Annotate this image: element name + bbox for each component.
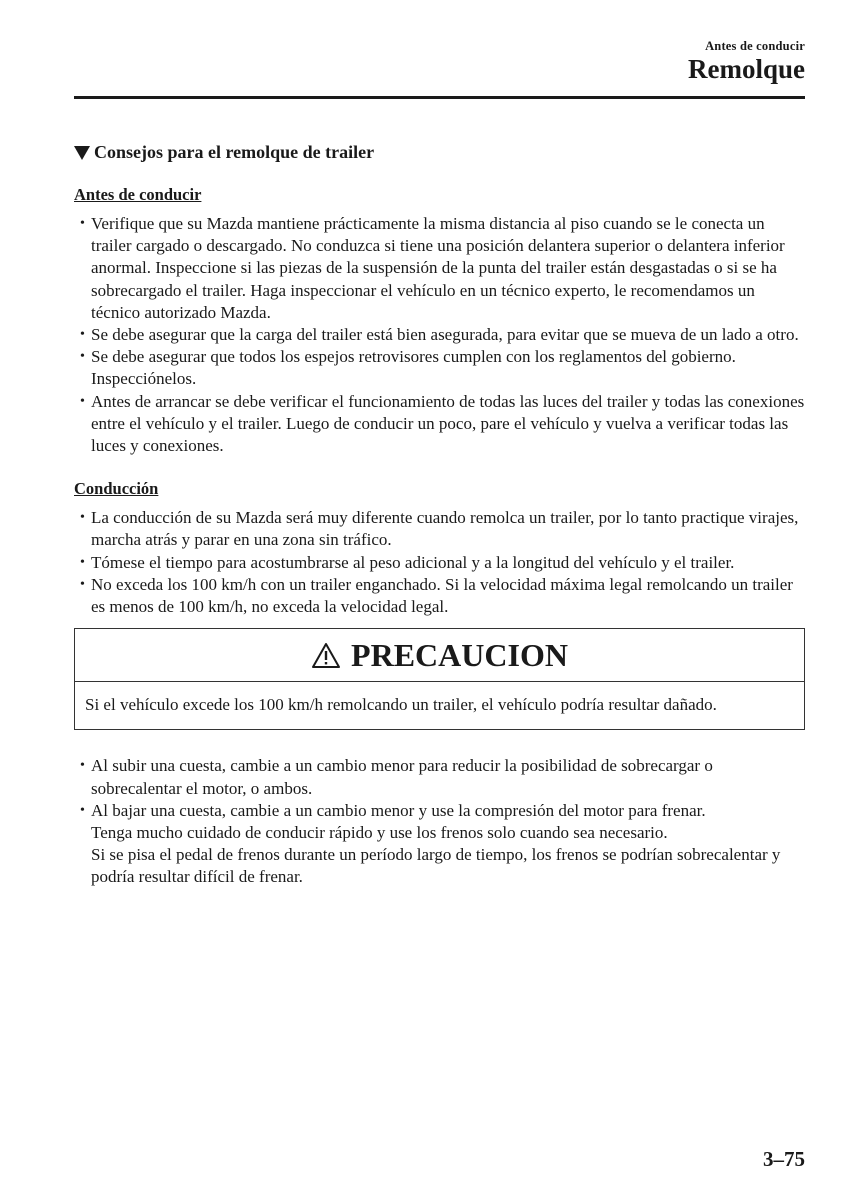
list-item: • Tómese el tiempo para acostumbrarse al peso adicional y a la longitud del vehículo y el trailer. (80, 552, 735, 572)
list-item: • No exceda los 100 km/h con un trailer enganchado. Si la velocidad máxima legal remolcando un trailer es menos de 100 km/h, no exceda la velocidad legal. (80, 574, 793, 617)
list-item: • Antes de arrancar se debe verificar el funcionamiento de todas las luces del trailer y todas las conexiones entre el vehículo y el trailer. Luego de conducir un poco, pare el vehículo y vuelva a verificar todas las luces y conexiones. (80, 391, 805, 456)
subheading-conduccion: Conducción (74, 479, 159, 499)
conduccion-list (74, 507, 805, 618)
caution-box (74, 628, 805, 730)
list-item: • Al subir una cuesta, cambie a un cambio menor para reducir la posibilidad de sobrecargar o sobrecalentar el motor, o ambos. (80, 756, 713, 798)
caution-text: Si el vehículo excede los 100 km/h remolcando un trailer, el vehículo podría resultar dañado. (85, 695, 717, 715)
list-item: • Se debe asegurar que la carga del trailer está bien asegurada, para evitar que se mueva de un lado a otro. (80, 325, 799, 345)
caution-header (75, 629, 804, 682)
section-heading (74, 142, 805, 163)
header-divider (74, 96, 805, 99)
caution-title: PRECAUCION (351, 636, 568, 673)
antes-list (74, 213, 805, 457)
main-content (74, 142, 805, 889)
warning-triangle-icon (311, 642, 341, 669)
section-heading-text: Consejos para el remolque de trailer (94, 142, 375, 162)
list-item: • Se debe asegurar que todos los espejos retrovisores cumplen con los reglamentos del gobierno. Inspecciónelos. (80, 347, 736, 389)
list-item: • Verifique que su Mazda mantiene prácticamente la misma distancia al piso cuando se le conecta un trailer cargado o descargado. No conduzca si tiene una posición delantera superior o delantera inferior anormal. Inspeccione si las piezas de la suspensión de la punta del trailer están desgastadas o si se ha sobrecargado el trailer. Haga inspeccionar el vehículo en un técnico experto, le recomendamos un técnico autorizado Mazda. (80, 214, 785, 322)
list-item: • Al bajar una cuesta, cambie a un cambio menor y use la compresión del motor para frenar. Tenga mucho cuidado de conducir rápido y use los frenos solo cuando sea necesario. Si se pisa el pedal de frenos durante un período largo de tiempo, los frenos se podrían sobrecalentar y podría resultar difícil de frenar. (80, 800, 781, 887)
subheading-antes: Antes de conducir (74, 185, 202, 204)
page-number: 3–75 (763, 1147, 805, 1171)
list-item: • La conducción de su Mazda será muy diferente cuando remolca un trailer, por lo tanto practique virajes, marcha atrás y parar en una zona sin tráfico. (80, 508, 799, 550)
down-triangle-icon (74, 146, 90, 160)
chapter-label: Antes de conducir (705, 39, 805, 53)
after-list (74, 755, 805, 888)
page-title: Remolque (688, 54, 805, 84)
